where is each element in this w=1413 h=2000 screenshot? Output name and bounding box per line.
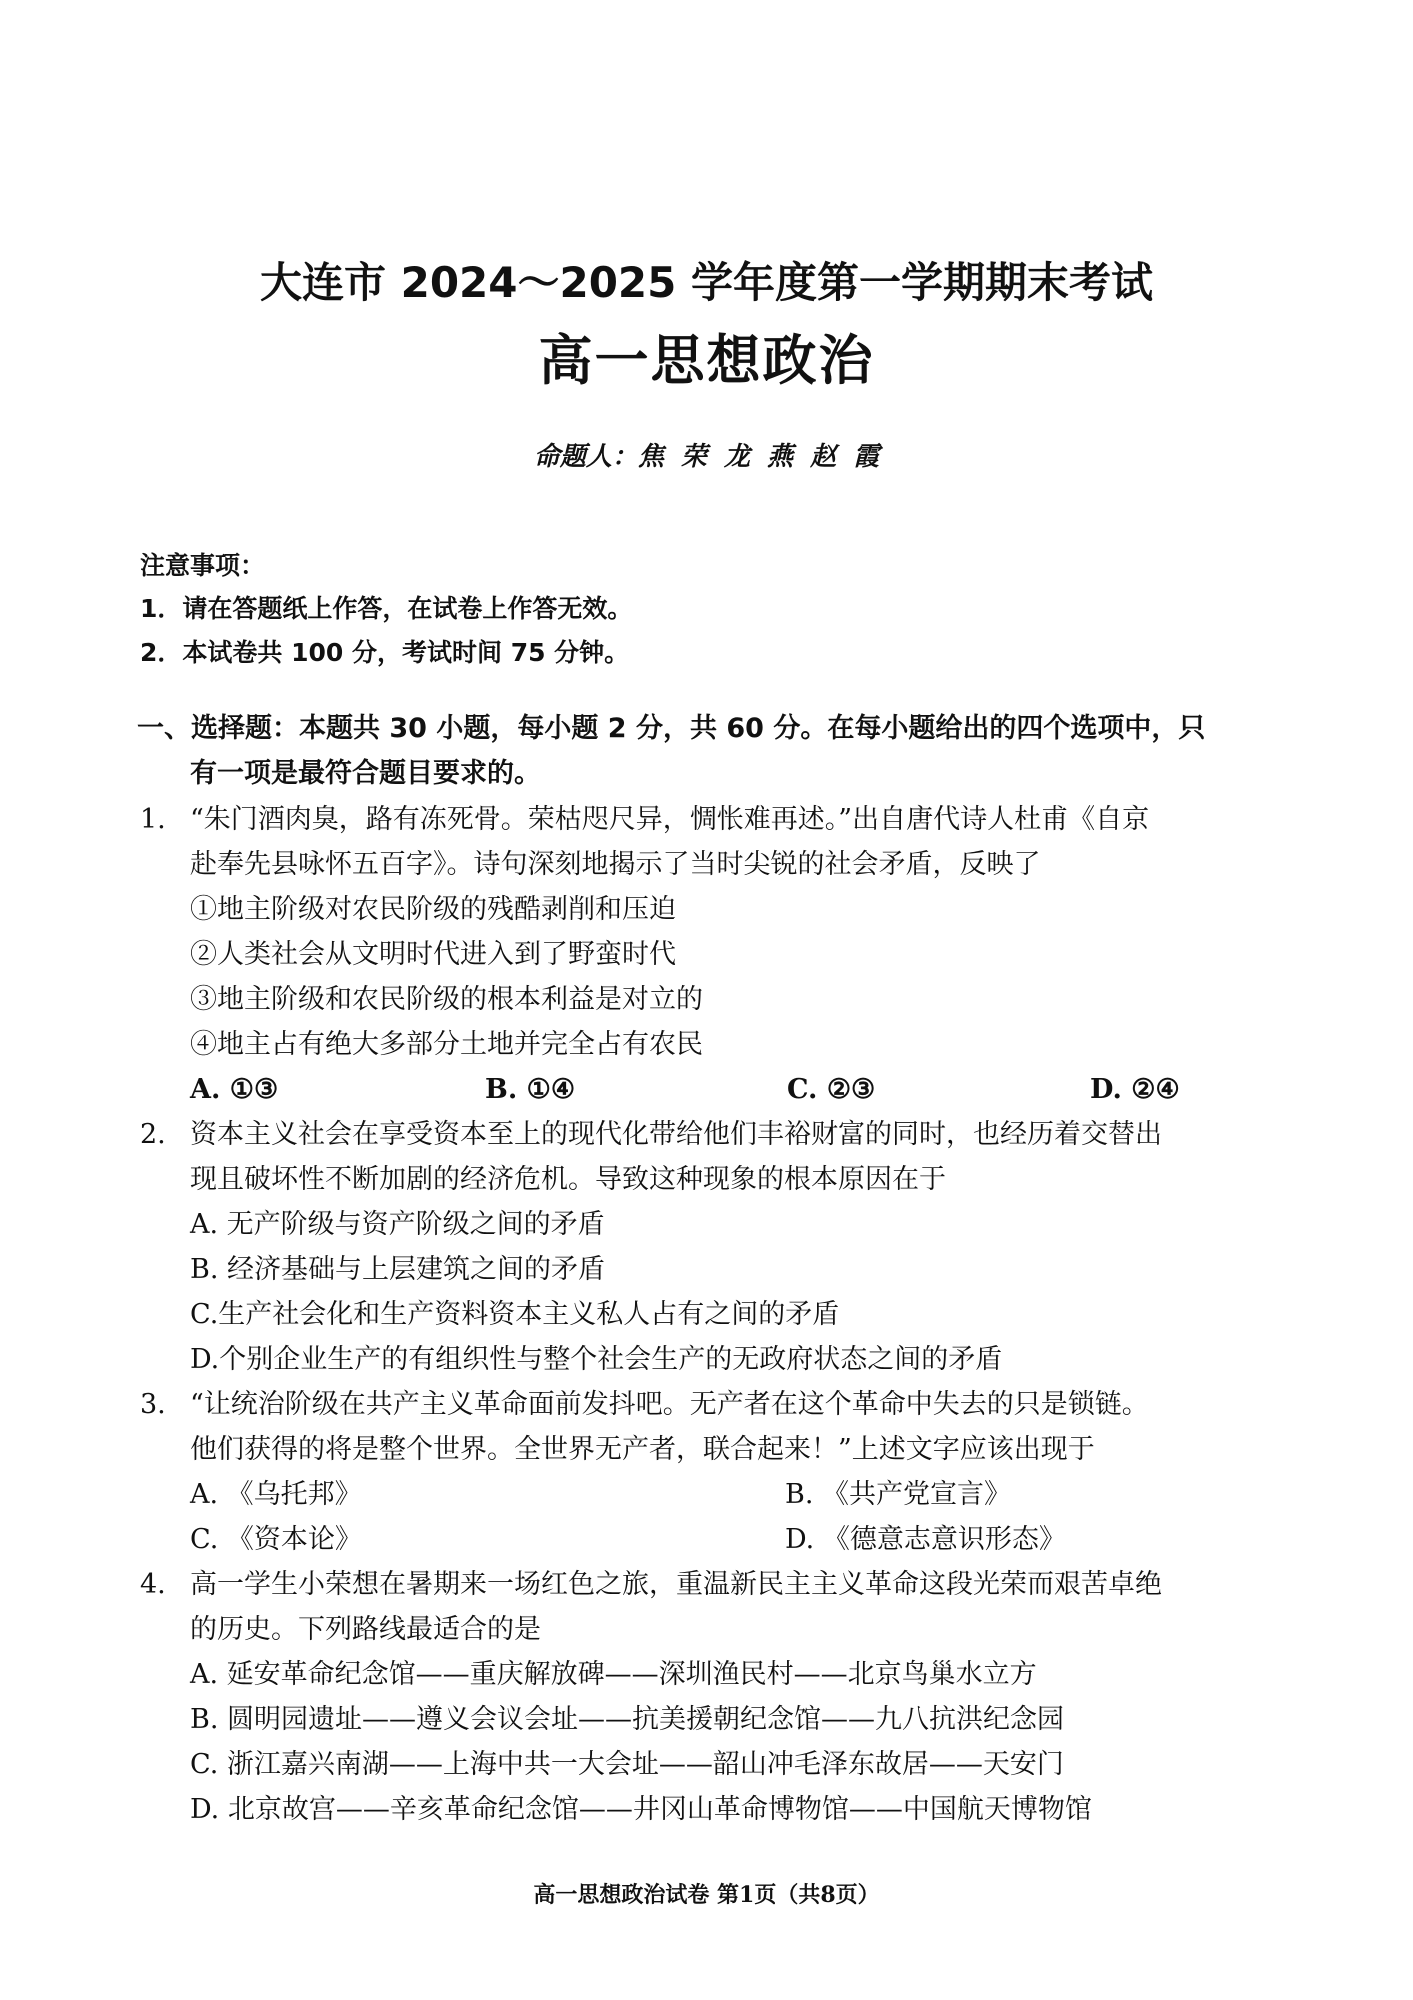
option-c: C. ②③	[787, 1074, 876, 1105]
option-d: D. 北京故宫——辛亥革命纪念馆——井冈山革命博物馆——中国航天博物馆	[190, 1794, 1092, 1825]
option-c: C. 浙江嘉兴南湖——上海中共一大会址——韶山冲毛泽东故居——天安门	[190, 1749, 1064, 1780]
option-a: A. 延安革命纪念馆——重庆解放碑——深圳渔民村——北京鸟巢水立方	[190, 1659, 1037, 1690]
question-number: 1.	[140, 804, 166, 835]
question-statement: ④地主占有绝大多部分土地并完全占有农民	[190, 1029, 703, 1060]
question-statement: ③地主阶级和农民阶级的根本利益是对立的	[190, 984, 703, 1015]
option-b: B. ①④	[485, 1074, 576, 1105]
option-d: D. 《德意志意识形态》	[785, 1524, 1066, 1555]
question-stem: “让统治阶级在共产主义革命面前发抖吧。无产者在这个革命中失去的只是锁链。	[190, 1389, 1149, 1420]
option-b: B. 圆明园遗址——遵义会议会址——抗美援朝纪念馆——九八抗洪纪念园	[190, 1704, 1065, 1735]
option-c: C.生产社会化和生产资料资本主义私人占有之间的矛盾	[190, 1299, 840, 1330]
option-a: A. ①③	[190, 1074, 279, 1105]
question-stem: 资本主义社会在享受资本至上的现代化带给他们丰裕财富的同时，也经历着交替出	[190, 1119, 1162, 1150]
option-b: B. 《共产党宣言》	[785, 1479, 1012, 1510]
question-stem: 高一学生小荣想在暑期来一场红色之旅，重温新民主主义革命这段光荣而艰苦卓绝	[190, 1569, 1162, 1600]
section-heading: 一、选择题：本题共 30 小题，每小题 2 分，共 60 分。在每小题给出的四个选项中，只	[137, 713, 1206, 744]
option-d: D.个别企业生产的有组织性与整个社会生产的无政府状态之间的矛盾	[190, 1344, 1003, 1375]
question-number: 4.	[140, 1569, 166, 1600]
option-c: C. 《资本论》	[190, 1524, 362, 1555]
option-a: A. 《乌托邦》	[190, 1479, 362, 1510]
question-stem: “朱门酒肉臭，路有冻死骨。荣枯咫尺异，惆怅难再述。”出自唐代诗人杜甫《自京	[190, 804, 1150, 835]
question-stem: 他们获得的将是整个世界。全世界无产者，联合起来！”上述文字应该出现于	[190, 1434, 1095, 1465]
exam-title: 大连市 2024～2025 学年度第一学期期末考试	[259, 258, 1154, 307]
question-stem: 赴奉先县咏怀五百字》。诗句深刻地揭示了当时尖锐的社会矛盾，反映了	[190, 849, 1041, 880]
page-footer: 高一思想政治试卷 第1页（共8页）	[533, 1882, 880, 1908]
question-stem: 的历史。下列路线最适合的是	[190, 1614, 541, 1645]
notice-item: 2．本试卷共 100 分，考试时间 75 分钟。	[140, 638, 630, 667]
question-number: 2.	[140, 1119, 166, 1150]
option-d: D. ②④	[1090, 1074, 1180, 1105]
question-statement: ②人类社会从文明时代进入到了野蛮时代	[190, 939, 676, 970]
notice-heading: 注意事项：	[140, 551, 266, 580]
authors-line: 命题人：焦 荣 龙 燕 赵 霞	[533, 442, 880, 472]
option-b: B. 经济基础与上层建筑之间的矛盾	[190, 1254, 606, 1285]
section-heading-cont: 有一项是最符合题目要求的。	[190, 758, 541, 789]
question-statement: ①地主阶级对农民阶级的残酷剥削和压迫	[190, 894, 676, 925]
question-number: 3.	[140, 1389, 166, 1420]
notice-item: 1．请在答题纸上作答，在试卷上作答无效。	[140, 594, 633, 623]
option-a: A. 无产阶级与资产阶级之间的矛盾	[190, 1209, 605, 1240]
question-stem: 现且破坏性不断加剧的经济危机。导致这种现象的根本原因在于	[190, 1164, 946, 1195]
subject-title: 高一思想政治	[538, 329, 875, 392]
